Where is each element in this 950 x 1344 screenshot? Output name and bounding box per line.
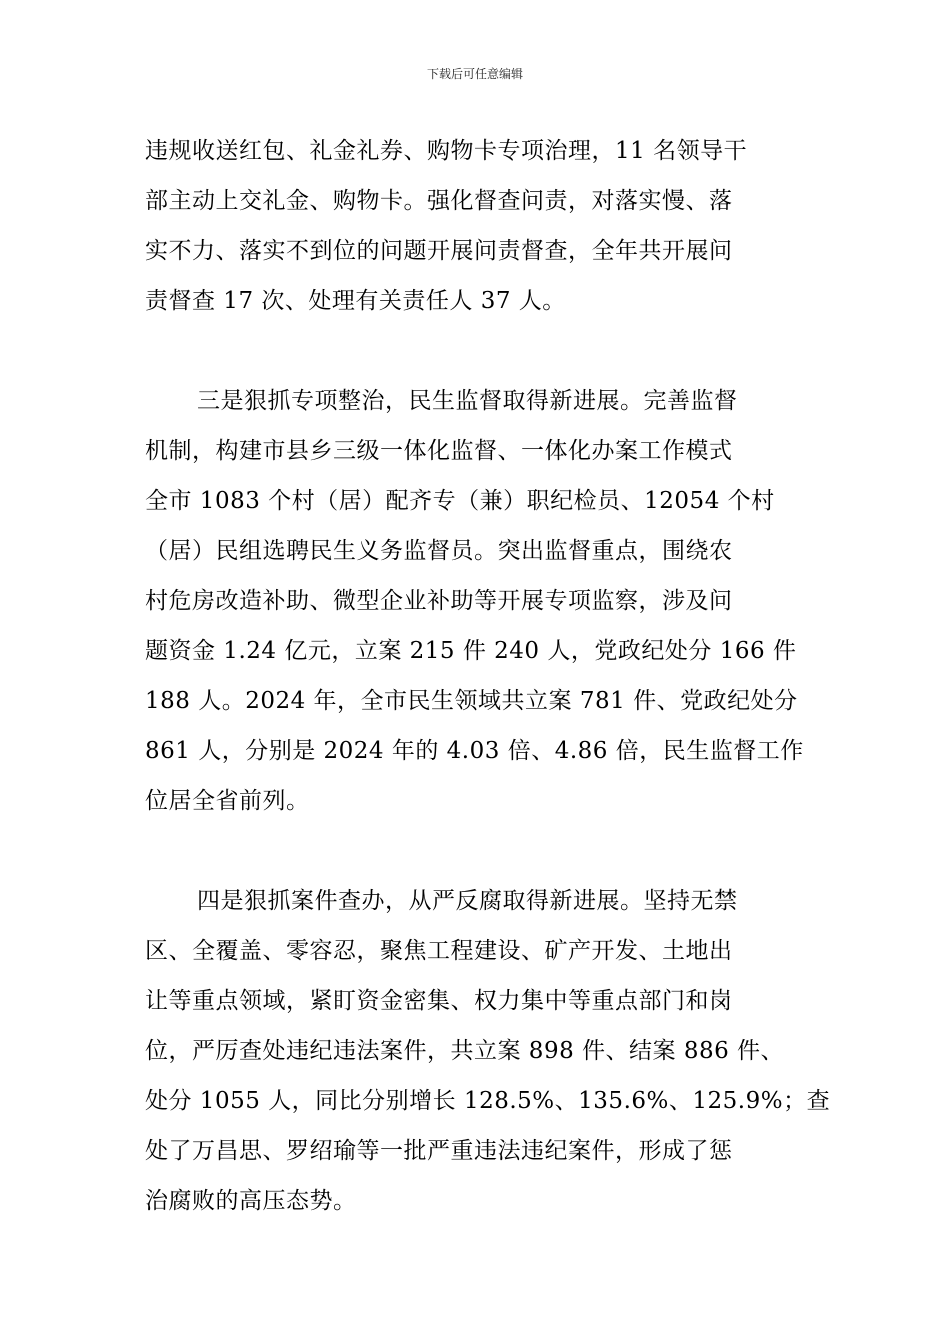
text-line: 村危房改造补助、微型企业补助等开展专项监察，涉及问: [145, 588, 733, 614]
text-line: 188 人。2024 年，全市民生领域共立案 781 件、党政纪处分: [145, 688, 798, 714]
text-line: 四是狠抓案件查办，从严反腐取得新进展。坚持无禁: [197, 888, 738, 914]
text-line: 区、全覆盖、零容忍，聚焦工程建设、矿产开发、土地出: [145, 938, 733, 964]
text-line: 全市 1083 个村（居）配齐专（兼）职纪检员、12054 个村: [145, 488, 775, 514]
text-line: 实不力、落实不到位的问题开展问责督查，全年共开展问: [145, 238, 733, 264]
text-line: 责督查 17 次、处理有关责任人 37 人。: [145, 288, 566, 314]
page-header-note: 下载后可任意编辑: [426, 67, 523, 81]
text-line: 三是狠抓专项整治，民生监督取得新进展。完善监督: [197, 388, 738, 414]
paragraph-case-investigation: [145, 876, 831, 1226]
text-line: 题资金 1.24 亿元，立案 215 件 240 人，党政纪处分 166 件: [145, 638, 797, 664]
text-line: 位，严厉查处违纪违法案件，共立案 898 件、结案 886 件、: [145, 1038, 785, 1064]
text-line: 违规收送红包、礼金礼券、购物卡专项治理，11 名领导干: [145, 138, 748, 164]
paragraph-livelihood-supervision: [145, 376, 815, 826]
text-line: 部主动上交礼金、购物卡。强化督查问责，对落实慢、落: [145, 188, 733, 214]
text-line: 处了万昌思、罗绍瑜等一批严重违法违纪案件，形成了惩: [145, 1138, 733, 1164]
text-line: 治腐败的高压态势。: [145, 1188, 357, 1214]
text-line: 处分 1055 人，同比分别增长 128.5%、135.6%、125.9%；查: [145, 1088, 831, 1114]
text-line: 让等重点领域，紧盯资金密集、权力集中等重点部门和岗: [145, 988, 733, 1014]
text-line: 861 人，分别是 2024 年的 4.03 倍、4.86 倍，民生监督工作: [145, 738, 804, 764]
text-line: 位居全省前列。: [145, 788, 310, 814]
text-line: （居）民组选聘民生义务监督员。突出监督重点，围绕农: [145, 538, 733, 564]
document-body: [145, 126, 831, 1226]
text-line: 机制，构建市县乡三级一体化监督、一体化办案工作模式: [145, 438, 733, 464]
paragraph-discipline-accountability: [145, 126, 815, 326]
